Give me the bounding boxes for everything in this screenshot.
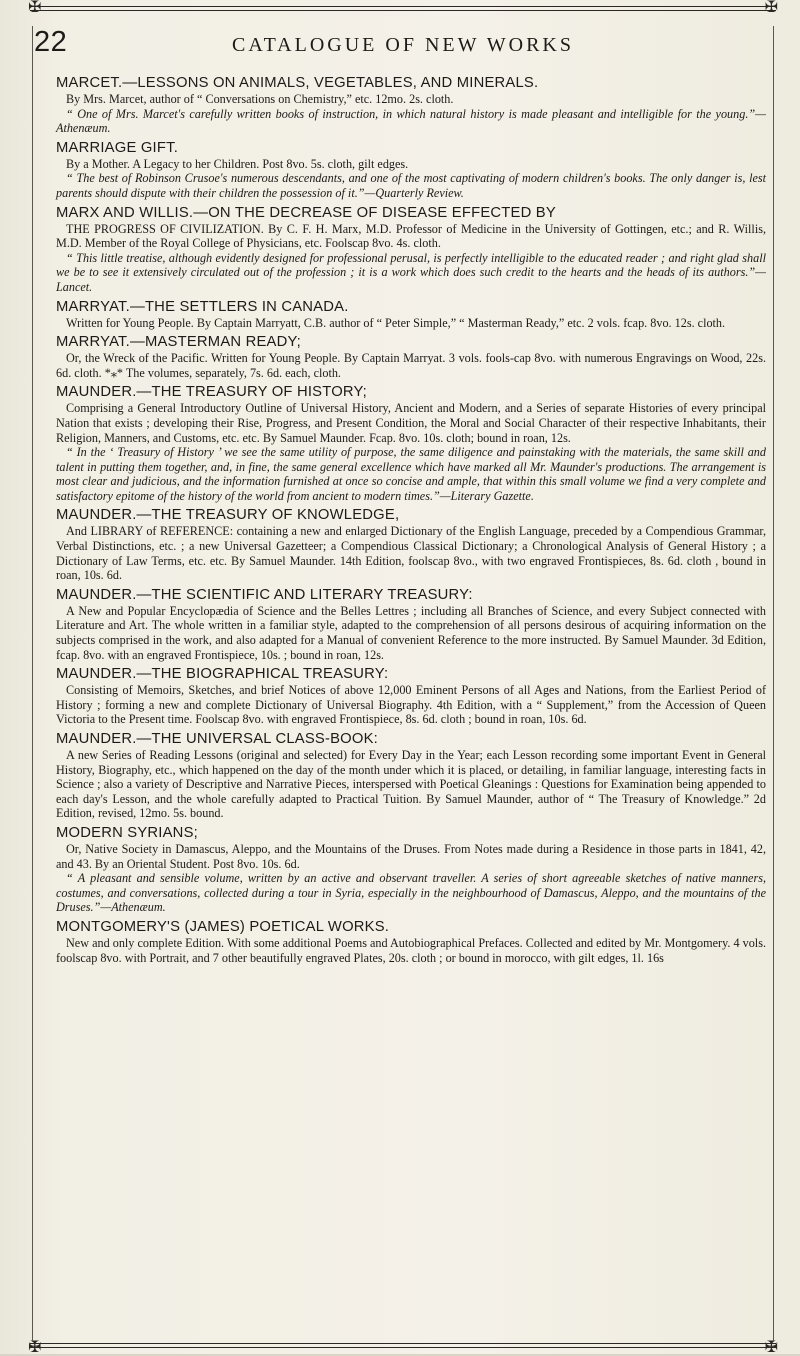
- entry-title: MAUNDER.—THE BIOGRAPHICAL TREASURY:: [56, 666, 389, 683]
- entry-description: Or, the Wreck of the Pacific. Written for Young People. By Captain Marryat. 3 vols. fools-cap 8vo. with numerous Engravings on Wood, 22s. 6d. cloth. *⁎* The volumes, separately, 7s. 6d. each, cloth.: [56, 351, 766, 380]
- entry-title: MONTGOMERY'S (JAMES) POETICAL WORKS.: [56, 918, 390, 935]
- corner-ornament-icon: ✠: [28, 0, 42, 16]
- entry-description: A New and Popular Encyclopædia of Science and the Belles Lettres ; including all Branches of Science, and every Subject connected with Literature and Art. The whole written in a familiar style, adapted to the comprehension of all persons desirous of acquiring information on the subjects comprised in the work, and also adapted for a Manual of convenient Reference to the more instructed. By Samuel Maunder. 3d Edition, fcap. 8vo. with an engraved Frontispiece, 10s. ; bound in roan, 12s.: [56, 603, 766, 662]
- entry-title: MARX AND WILLIS.—ON THE DECREASE OF DISEASE EFFECTED BY: [56, 204, 556, 221]
- catalogue-entry: [56, 298, 766, 331]
- corner-ornament-icon: ✠: [28, 1337, 42, 1356]
- catalogue-entry: [56, 204, 766, 295]
- page-header: [30, 26, 776, 66]
- entry-review-quote: “ A pleasant and sensible volume, written by an active and observant traveller. A series of short agreeable sketches of native manners, costumes, and conversations, collected during a tour in Syria, especially in the neighbourhood of Damascus, Aleppo, and the mountains of the Druses.”—Athenæum.: [56, 871, 766, 915]
- entry-description: And LIBRARY of REFERENCE: containing a new and enlarged Dictionary of the English Language, preceded by a Compendious Grammar, Verbal Distinctions, etc. ; a new Universal Gazetteer; a Compendious Classical Dictionary; a Chronological Analysis of General History ; a Dictionary of Law Terms, etc. etc. By Samuel Maunder. 14th Edition, foolscap 8vo., with two engraved Frontispieces, 8s. 6d. cloth , bound in roan, 10s. 6d.: [56, 524, 766, 583]
- entry-review-quote: “ One of Mrs. Marcet's carefully written books of instruction, in which natural history is made pleasant and intelligible for the young.”—Athenæum.: [56, 106, 766, 136]
- entry-title: MAUNDER.—THE TREASURY OF HISTORY;: [56, 384, 367, 401]
- catalogue-entry: [56, 730, 766, 821]
- page-frame: [28, 0, 778, 1356]
- catalogue-entries: [56, 74, 766, 968]
- running-head: CATALOGUE OF NEW WORKS: [232, 34, 574, 56]
- entry-review-quote: “ The best of Robinson Crusoe's numerous descendants, and one of the most captivating of modern children's books. The only danger is, lest parents should dispute with their children the possession of it.”—Quarterly Review.: [56, 171, 766, 200]
- entry-description: A new Series of Reading Lessons (original and selected) for Every Day in the Year; each Lesson recording some important Event in General History, Biography, etc., which happened on the day of the month under which it is placed, or detailing, in familiar language, interesting facts in Science ; also a variety of Descriptive and Narrative Pieces, interspersed with Poetical Gleanings : Questions for Examination being appended to each day's Lesson, and the whole carefully adapted to Practical Tuition. By Samuel Maunder, author of “ The Treasury of Knowledge.” 2d Edition, revised, 12mo. 5s. bound.: [56, 748, 766, 821]
- catalogue-entry: [56, 74, 766, 136]
- entry-title: MAUNDER.—THE UNIVERSAL CLASS-BOOK:: [56, 731, 378, 747]
- top-double-rule: [30, 6, 776, 11]
- entry-description: Consisting of Memoirs, Sketches, and brief Notices of above 12,000 Eminent Persons of all Ages and Nations, from the Earliest Period of History ; forming a new and complete Dictionary of Universal Biography. 4th Edition, with a “ Supplement,” from the Accession of Queen Victoria to the Present time. Foolscap 8vo. with engraved Frontispiece, 8s. 6d. cloth ; bound in roan, 10s. 6d.: [56, 683, 766, 727]
- catalogue-entry: [56, 918, 766, 965]
- entry-review-quote: “ This little treatise, although evidently designed for professional perusal, is perfectly intelligible to the educated reader ; and right glad shall we be to see it extensively circulated out of the profession ; it is a work which does such credit to the hearts and the heads of its authors.”—Lancet.: [56, 250, 766, 294]
- bottom-double-rule: [30, 1343, 776, 1348]
- catalogue-entry: [56, 333, 766, 380]
- entry-title: MAUNDER.—THE SCIENTIFIC AND LITERARY TREASURY:: [56, 586, 473, 603]
- right-margin-line: [773, 26, 774, 1342]
- corner-ornament-icon: ✠: [764, 1337, 778, 1356]
- catalogue-entry: [56, 506, 766, 582]
- entry-title: MARCET.—LESSONS ON ANIMALS, VEGETABLES, AND MINERALS.: [56, 75, 539, 91]
- page-number: 22: [34, 26, 68, 58]
- entry-title: MARRIAGE GIFT.: [56, 139, 179, 156]
- entry-description: New and only complete Edition. With some additional Poems and Autobiographical Prefaces. Collected and edited by Mr. Montgomery. 4 vols. foolscap 8vo. with Portrait, and 7 other beautifully engraved Plates, 20s. cloth ; or bound in morocco, with gilt edges, 1l. 16s: [56, 935, 766, 965]
- entry-review-quote: “ In the ‘ Treasury of History ’ we see the same utility of purpose, the same diligence and painstaking with the materials, the same skill and talent in putting them together, and, in fine, the same general excellence which have marked all Mr. Maunder's productions. The arrangement is most clear and judicious, and the information furnished at once so concise and ample, that within this small volume we find a very complete and satisfactory epitome of the history of the world from ancient to modern times.”—Literary Gazette.: [56, 445, 766, 503]
- catalogue-entry: [56, 665, 766, 727]
- entry-description: Written for Young People. By Captain Marryatt, C.B. author of “ Peter Simple,” “ Masterman Ready,” etc. 2 vols. fcap. 8vo. 12s. cloth.: [66, 315, 726, 330]
- entry-title: MARRYAT.—MASTERMAN READY;: [56, 334, 301, 351]
- entry-description: By Mrs. Marcet, author of “ Conversations on Chemistry,” etc. 12mo. 2s. cloth.: [66, 92, 454, 106]
- catalogue-entry: [56, 824, 766, 915]
- entry-description: By a Mother. A Legacy to her Children. Post 8vo. 5s. cloth, gilt edges.: [66, 156, 409, 171]
- entry-description: Or, Native Society in Damascus, Aleppo, and the Mountains of the Druses. From Notes made during a Residence in those parts in 1841, 42, and 43. By an Oriental Student. Post 8vo. 10s. 6d.: [56, 841, 766, 871]
- catalogue-entry: [56, 383, 766, 503]
- left-margin-line: [32, 26, 33, 1342]
- entry-description: THE PROGRESS OF CIVILIZATION. By C. F. H. Marx, M.D. Professor of Medicine in the University of Gottingen, etc.; and R. Willis, M.D. Member of the Royal College of Physicians, etc. Foolscap 8vo. 4s. cloth.: [56, 221, 766, 251]
- entry-title: MODERN SYRIANS;: [56, 824, 198, 841]
- catalogue-entry: [56, 586, 766, 662]
- catalogue-entry: [56, 139, 766, 201]
- entry-title: MARRYAT.—THE SETTLERS IN CANADA.: [56, 298, 349, 315]
- corner-ornament-icon: ✠: [764, 0, 778, 16]
- entry-title: MAUNDER.—THE TREASURY OF KNOWLEDGE,: [56, 507, 400, 524]
- entry-description: Comprising a General Introductory Outline of Universal History, Ancient and Modern, and a Series of separate Histories of every principal Nation that exists ; developing their Rise, Progress, and Present Condition, the Moral and Social Character of their respective Inhabitants, their Religion, Manners, and Customs, etc. etc. By Samuel Maunder. Fcap. 8vo. 10s. cloth; bound in roan, 12s.: [56, 401, 766, 445]
